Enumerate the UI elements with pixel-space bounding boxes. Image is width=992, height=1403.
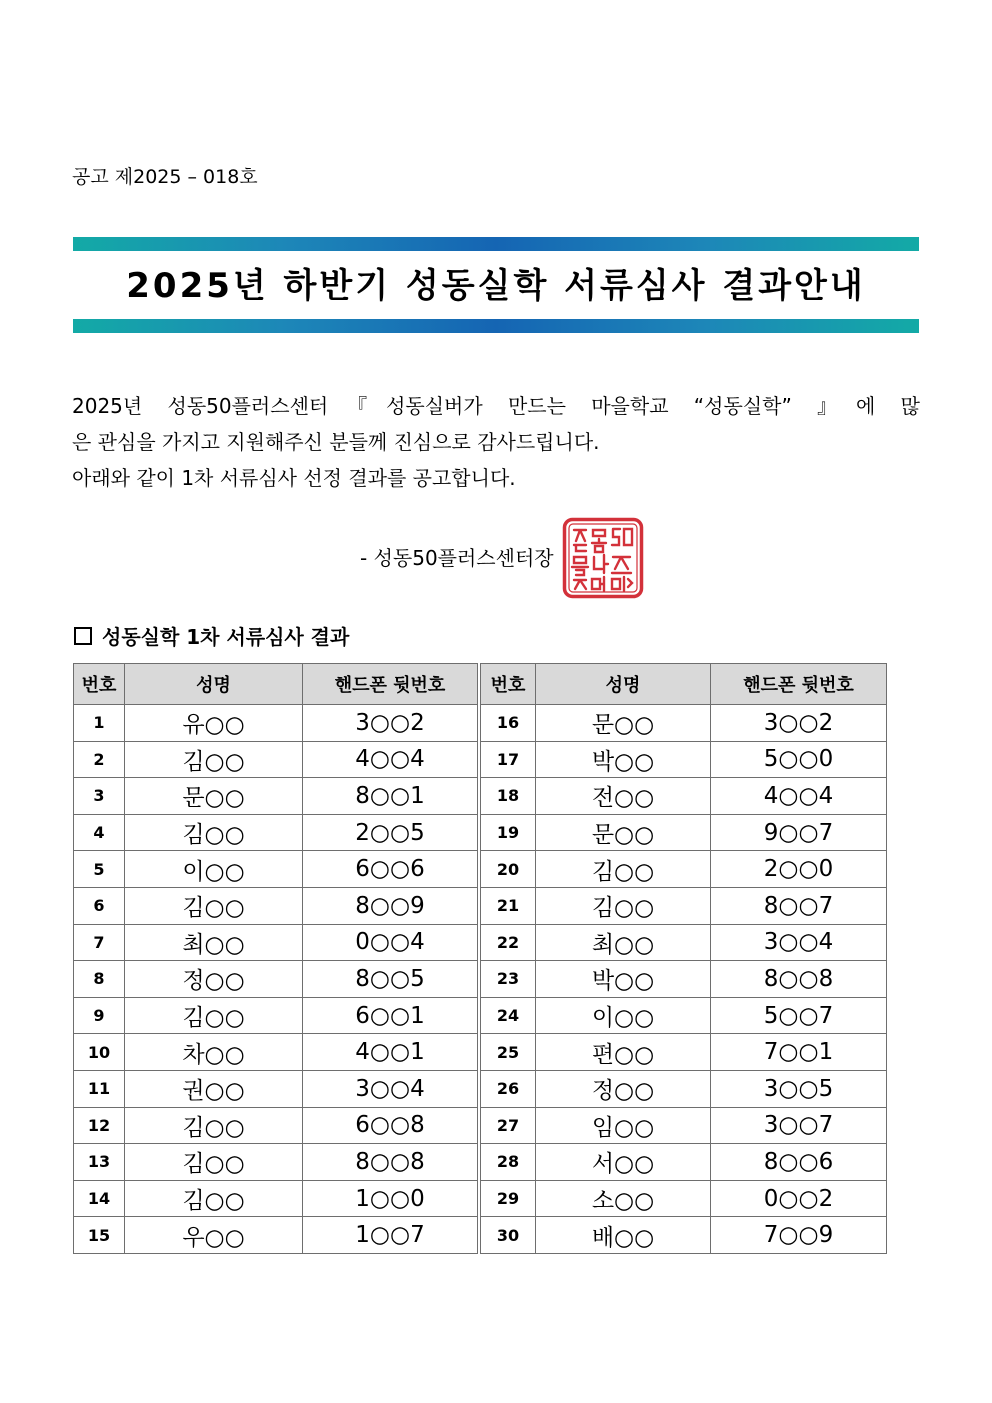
applicant-name: 문○○ — [536, 814, 711, 851]
intro-line-1: 2025년 성동50플러스센터『성동실버가 만드는 마을학교 “성동실학” 』에 많 — [72, 394, 920, 418]
row-number: 10 — [74, 1034, 125, 1071]
table-row — [74, 1107, 478, 1144]
phone-suffix: 5○○7 — [711, 997, 887, 1034]
row-number: 1 — [74, 705, 125, 742]
table-row — [74, 924, 478, 961]
applicant-name: 김○○ — [125, 997, 303, 1034]
phone-suffix: 8○○1 — [303, 778, 478, 815]
row-number: 6 — [74, 887, 125, 924]
phone-suffix: 1○○0 — [303, 1180, 478, 1217]
table-row — [74, 961, 478, 998]
applicant-name: 김○○ — [536, 851, 711, 888]
table-row — [481, 961, 887, 998]
intro-paragraph — [72, 388, 920, 496]
phone-suffix: 6○○8 — [303, 1107, 478, 1144]
phone-suffix: 7○○9 — [711, 1217, 887, 1254]
row-number: 22 — [481, 924, 536, 961]
table-row — [481, 741, 887, 778]
phone-suffix: 1○○7 — [303, 1217, 478, 1254]
phone-suffix: 3○○4 — [711, 924, 887, 961]
row-number: 20 — [481, 851, 536, 888]
applicant-name: 서○○ — [536, 1144, 711, 1181]
applicant-name: 김○○ — [125, 741, 303, 778]
phone-suffix: 5○○0 — [711, 741, 887, 778]
table-row — [481, 924, 887, 961]
applicant-name: 김○○ — [125, 1144, 303, 1181]
applicant-name: 김○○ — [125, 887, 303, 924]
applicant-name: 김○○ — [125, 1180, 303, 1217]
applicant-name: 김○○ — [125, 1107, 303, 1144]
header-no: 번호 — [74, 664, 125, 705]
signature: - 성동50플러스센터장 — [360, 546, 554, 570]
title-band-top — [73, 237, 919, 251]
phone-suffix: 4○○4 — [303, 741, 478, 778]
results-table-left — [73, 663, 478, 1254]
table-row — [74, 1034, 478, 1071]
section-heading-label: 성동실학 1차 서류심사 결과 — [102, 625, 350, 649]
applicant-name: 임○○ — [536, 1107, 711, 1144]
phone-suffix: 3○○5 — [711, 1070, 887, 1107]
table-row — [74, 1144, 478, 1181]
row-number: 9 — [74, 997, 125, 1034]
table-row — [481, 887, 887, 924]
table-header-row — [74, 664, 478, 705]
applicant-name: 정○○ — [125, 961, 303, 998]
header-name: 성명 — [536, 664, 711, 705]
phone-suffix: 2○○5 — [303, 814, 478, 851]
row-number: 26 — [481, 1070, 536, 1107]
section-heading — [74, 621, 349, 650]
row-number: 25 — [481, 1034, 536, 1071]
applicant-name: 김○○ — [125, 814, 303, 851]
phone-suffix: 8○○6 — [711, 1144, 887, 1181]
phone-suffix: 8○○7 — [711, 887, 887, 924]
applicant-name: 전○○ — [536, 778, 711, 815]
phone-suffix: 3○○7 — [711, 1107, 887, 1144]
row-number: 15 — [74, 1217, 125, 1254]
header-phone: 핸드폰 뒷번호 — [711, 664, 887, 705]
intro-line-3: 아래와 같이 1차 서류심사 선정 결과를 공고합니다. — [72, 466, 516, 490]
applicant-name: 박○○ — [536, 741, 711, 778]
phone-suffix: 3○○2 — [711, 705, 887, 742]
phone-suffix: 9○○7 — [711, 814, 887, 851]
row-number: 29 — [481, 1180, 536, 1217]
results-table-right — [480, 663, 887, 1254]
applicant-name: 소○○ — [536, 1180, 711, 1217]
table-row — [481, 1070, 887, 1107]
table-row — [74, 1070, 478, 1107]
phone-suffix: 4○○1 — [303, 1034, 478, 1071]
applicant-name: 배○○ — [536, 1217, 711, 1254]
table-row — [74, 814, 478, 851]
row-number: 13 — [74, 1144, 125, 1181]
applicant-name: 문○○ — [536, 705, 711, 742]
row-number: 23 — [481, 961, 536, 998]
applicant-name: 김○○ — [536, 887, 711, 924]
row-number: 8 — [74, 961, 125, 998]
row-number: 17 — [481, 741, 536, 778]
phone-suffix: 8○○5 — [303, 961, 478, 998]
table-row — [481, 778, 887, 815]
applicant-name: 권○○ — [125, 1070, 303, 1107]
table-row — [481, 851, 887, 888]
phone-suffix: 4○○4 — [711, 778, 887, 815]
applicant-name: 최○○ — [536, 924, 711, 961]
phone-suffix: 6○○6 — [303, 851, 478, 888]
row-number: 12 — [74, 1107, 125, 1144]
table-row — [481, 814, 887, 851]
header-phone: 핸드폰 뒷번호 — [303, 664, 478, 705]
phone-suffix: 0○○4 — [303, 924, 478, 961]
phone-suffix: 0○○2 — [711, 1180, 887, 1217]
table-row — [481, 1180, 887, 1217]
applicant-name: 유○○ — [125, 705, 303, 742]
phone-suffix: 3○○2 — [303, 705, 478, 742]
title-band-bottom — [73, 319, 919, 333]
applicant-name: 편○○ — [536, 1034, 711, 1071]
table-row — [481, 1034, 887, 1071]
header-no: 번호 — [481, 664, 536, 705]
table-row — [74, 1180, 478, 1217]
row-number: 2 — [74, 741, 125, 778]
row-number: 30 — [481, 1217, 536, 1254]
table-row — [74, 851, 478, 888]
row-number: 24 — [481, 997, 536, 1034]
notice-number: 공고 제2025 – 018호 — [72, 166, 258, 188]
table-row — [74, 778, 478, 815]
official-seal-icon — [562, 517, 644, 599]
table-row — [74, 1217, 478, 1254]
applicant-name: 이○○ — [536, 997, 711, 1034]
table-row — [74, 705, 478, 742]
table-row — [481, 1144, 887, 1181]
table-row — [481, 1107, 887, 1144]
table-header-row — [481, 664, 887, 705]
row-number: 16 — [481, 705, 536, 742]
applicant-name: 최○○ — [125, 924, 303, 961]
applicant-name: 문○○ — [125, 778, 303, 815]
row-number: 11 — [74, 1070, 125, 1107]
applicant-name: 정○○ — [536, 1070, 711, 1107]
row-number: 27 — [481, 1107, 536, 1144]
applicant-name: 이○○ — [125, 851, 303, 888]
row-number: 3 — [74, 778, 125, 815]
phone-suffix: 7○○1 — [711, 1034, 887, 1071]
applicant-name: 우○○ — [125, 1217, 303, 1254]
row-number: 19 — [481, 814, 536, 851]
table-row — [481, 705, 887, 742]
intro-line-2: 은 관심을 가지고 지원해주신 분들께 진심으로 감사드립니다. — [72, 430, 600, 454]
phone-suffix: 3○○4 — [303, 1070, 478, 1107]
row-number: 4 — [74, 814, 125, 851]
table-row — [481, 997, 887, 1034]
row-number: 28 — [481, 1144, 536, 1181]
table-row — [481, 1217, 887, 1254]
phone-suffix: 8○○9 — [303, 887, 478, 924]
row-number: 5 — [74, 851, 125, 888]
row-number: 14 — [74, 1180, 125, 1217]
applicant-name: 박○○ — [536, 961, 711, 998]
header-name: 성명 — [125, 664, 303, 705]
row-number: 21 — [481, 887, 536, 924]
table-row — [74, 997, 478, 1034]
phone-suffix: 2○○0 — [711, 851, 887, 888]
phone-suffix: 6○○1 — [303, 997, 478, 1034]
row-number: 7 — [74, 924, 125, 961]
phone-suffix: 8○○8 — [303, 1144, 478, 1181]
row-number: 18 — [481, 778, 536, 815]
document-title: 2025년 하반기 성동실학 서류심사 결과안내 — [126, 266, 866, 306]
table-row — [74, 741, 478, 778]
applicant-name: 차○○ — [125, 1034, 303, 1071]
phone-suffix: 8○○8 — [711, 961, 887, 998]
checkbox-icon — [74, 627, 92, 645]
table-row — [74, 887, 478, 924]
